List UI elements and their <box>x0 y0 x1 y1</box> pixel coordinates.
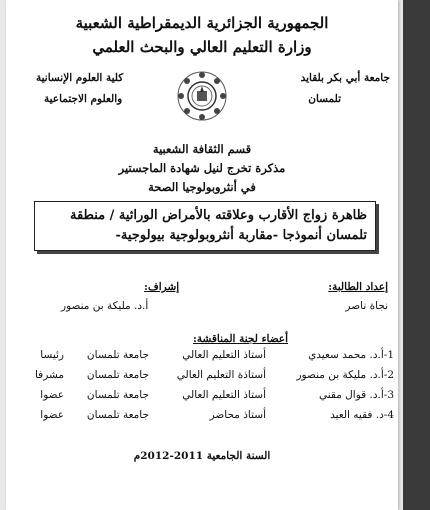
academic-year: السنة الجامعية 2011-2012م <box>133 450 271 462</box>
committee-member-name: 1-أ.د. محمد سعيدي <box>308 349 394 361</box>
university-seal-icon <box>176 70 228 122</box>
committee-member-rank: أستاذة التعليم العالي <box>176 369 266 381</box>
committee-member-name: 2-أ.د. مليكة بن منصور <box>296 369 394 381</box>
committee-member-name: 3-أ.د. قوال مقني <box>318 389 394 401</box>
faculty-name-cont: والعلوم الاجتماعية <box>44 93 123 105</box>
student-name: نجاة ناصر <box>345 300 388 312</box>
faculty-name: كلية العلوم الإنسانية <box>36 72 124 84</box>
committee-member-role: رئيسا <box>40 349 64 361</box>
committee-member-rank: أستاذ محاضر <box>209 409 266 421</box>
committee-member-university: جامعة تلمسان <box>86 409 149 421</box>
thesis-title-box <box>34 201 376 251</box>
ministry-heading: وزارة التعليم العالي والبحث العلمي <box>92 38 312 56</box>
specialty: في أنثروبولوجيا الصحة <box>148 180 256 194</box>
committee-label: أعضاء لجنة المناقشة: <box>193 333 288 345</box>
thesis-title-line-2: تلمسان أنموذجا -مقاربة أنثروبولوجية بيولوجية- <box>115 228 367 243</box>
committee-member-university: جامعة تلمسان <box>86 389 149 401</box>
thesis-title-line-1: ظاهرة زواج الأقارب وعلاقته بالأمراض الوراثية / منطقة <box>70 208 367 223</box>
committee-member-university: جامعة تلمسان <box>86 349 149 361</box>
committee-member-rank: أستاذ التعليم العالي <box>182 389 266 401</box>
university-name: جامعة أبي بكر بلقايد <box>300 72 390 84</box>
committee-member-role: مشرفا <box>34 369 64 381</box>
committee-member-rank: أستاذ التعليم العالي <box>182 349 266 361</box>
committee-member-role: عضوا <box>40 389 64 401</box>
supervisor-label: إشراف: <box>144 281 180 293</box>
document-page <box>6 0 398 510</box>
committee-member-name: 4-د. فقيه العيد <box>330 409 394 421</box>
student-label: إعداد الطالبة: <box>328 281 388 293</box>
university-city: تلمسان <box>308 93 341 105</box>
memo-type: مذكرة تخرج لنيل شهادة الماجستير <box>118 161 286 175</box>
supervisor-name: أ.د. مليكة بن منصور <box>61 300 149 312</box>
viewer-sidebar <box>403 0 430 510</box>
republic-heading: الجمهورية الجزائرية الديمقراطية الشعبية <box>75 14 329 32</box>
committee-member-university: جامعة تلمسان <box>86 369 149 381</box>
committee-member-role: عضوا <box>40 409 64 421</box>
department: قسم الثقافة الشعبية <box>152 142 252 156</box>
